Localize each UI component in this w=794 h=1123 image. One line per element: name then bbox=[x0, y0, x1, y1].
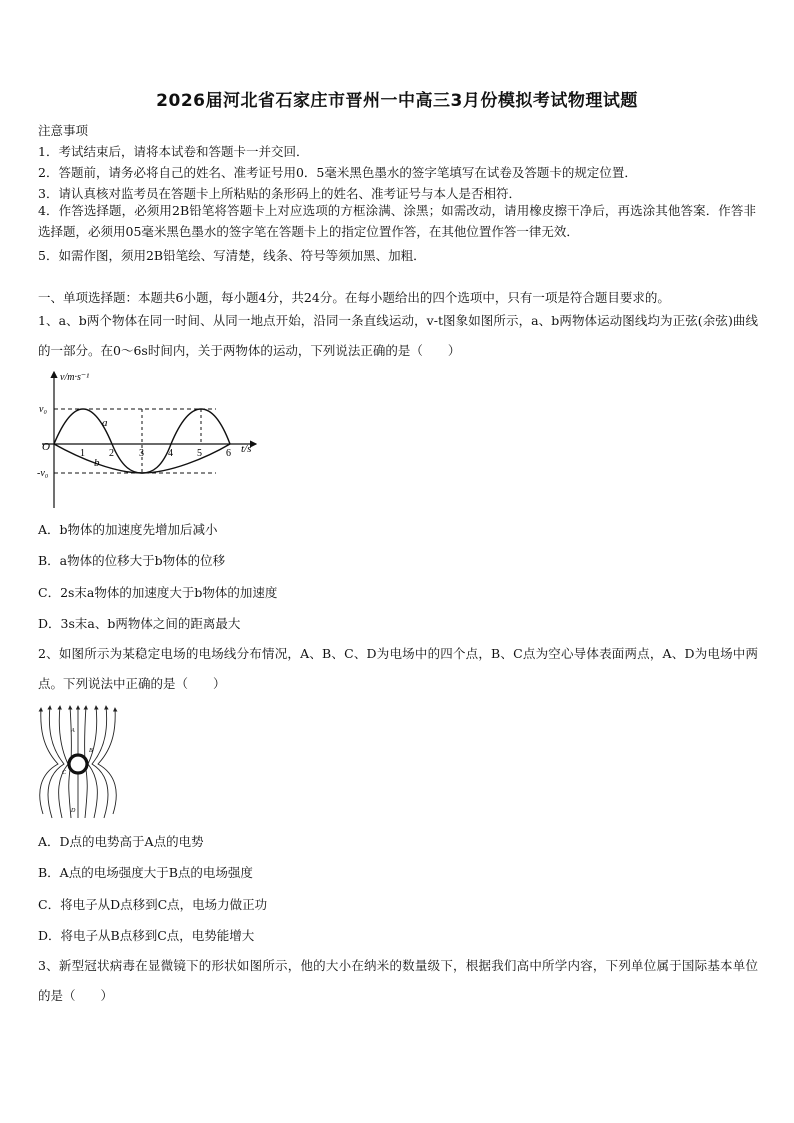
origin-label: O bbox=[42, 441, 50, 453]
notice-item-2: 2．答题前，请务必将自己的姓名、准考证号用0．5毫米黑色墨水的签字笔填写在试卷及答题卡的规定位置． bbox=[38, 165, 637, 180]
notice-item-1: 1．考试结束后，请将本试卷和答题卡一并交回． bbox=[38, 144, 309, 159]
tick-1: 1 bbox=[80, 448, 85, 459]
q2-option-b: B．A点的电场强度大于B点的电场强度 bbox=[38, 865, 253, 880]
question-1-stem: 1、a、b两个物体在同一时间、从同一地点开始，沿同一条直线运动，v-t图象如图所示，a、b两物体运动图线均为正弦(余弦)曲线的一部分。在0～6s时间内，关于两物体的运动，下列说法正确的是（ ） bbox=[38, 313, 758, 358]
q2-option-c: C．将电子从D点移到C点，电场力做正功 bbox=[38, 897, 268, 912]
tick-5: 5 bbox=[197, 448, 202, 459]
q2-option-d: D．将电子从B点移到C点，电势能增大 bbox=[38, 928, 255, 943]
question-2-stem: 2、如图所示为某稳定电场的电场线分布情况，A、B、C、D为电场中的四个点，B、C点为空心导体表面两点，A、D为电场中两点。下列说法中正确的是（ ） bbox=[38, 646, 758, 691]
y-axis-label: v/m·s⁻¹ bbox=[60, 372, 90, 383]
q1-option-c: C．2s末a物体的加速度大于b物体的加速度 bbox=[38, 585, 278, 600]
page-title: 2026届河北省石家庄市晋州一中高三3月份模拟考试物理试题 bbox=[156, 91, 638, 111]
label-a: A bbox=[71, 728, 75, 734]
section-heading: 一、单项选择题：本题共6小题，每小题4分，共24分。在每小题给出的四个选项中，只有一项是符合题目要求的。 bbox=[38, 290, 670, 305]
hollow-conductor bbox=[69, 755, 87, 773]
v0-label: v₀ bbox=[39, 404, 47, 415]
vt-graph bbox=[34, 368, 264, 513]
q1-option-d: D．3s末a、b两物体之间的距离最大 bbox=[38, 616, 241, 631]
q2-option-a: A．D点的电势高于A点的电势 bbox=[38, 834, 204, 849]
question-3-stem: 3、新型冠状病毒在显微镜下的形状如图所示，他的大小在纳米的数量级下，根据我们高中所学内容，下列单位属于国际基本单位的是（ ） bbox=[38, 958, 758, 1003]
tick-2: 2 bbox=[109, 448, 114, 459]
notice-item-3: 3．请认真核对监考员在答题卡上所粘贴的条形码上的姓名、准考证号与本人是否相符． bbox=[38, 186, 521, 201]
tick-4: 4 bbox=[168, 448, 173, 459]
curve-a-label: a bbox=[102, 417, 108, 429]
notice-item-4: 4．作答选择题，必须用2B铅笔将答题卡上对应选项的方框涂满、涂黑；如需改动，请用橡皮擦干净后，再选涂其他答案．作答非选择题，必须用05毫米黑色墨水的签字笔在答题卡上的指定位置作答，在其他位置作答一律无效． bbox=[38, 203, 756, 239]
notice-heading: 注意事项 bbox=[38, 123, 89, 138]
notice-item-5: 5．如需作图，须用2B铅笔绘、写清楚，线条、符号等须加黑、加粗． bbox=[38, 248, 426, 263]
neg-v0-label: -v₀ bbox=[37, 468, 49, 479]
label-c: C bbox=[62, 770, 67, 776]
q1-option-a: A．b物体的加速度先增加后减小 bbox=[38, 522, 218, 537]
curve-b-label: b bbox=[94, 457, 100, 469]
x-axis-label: t/s bbox=[241, 443, 252, 455]
tick-3: 3 bbox=[139, 448, 144, 459]
label-d: D bbox=[71, 808, 76, 814]
electric-field-figure bbox=[38, 702, 118, 820]
tick-6: 6 bbox=[226, 448, 231, 459]
label-b: B bbox=[89, 748, 93, 754]
q1-option-b: B．a物体的位移大于b物体的位移 bbox=[38, 553, 226, 568]
